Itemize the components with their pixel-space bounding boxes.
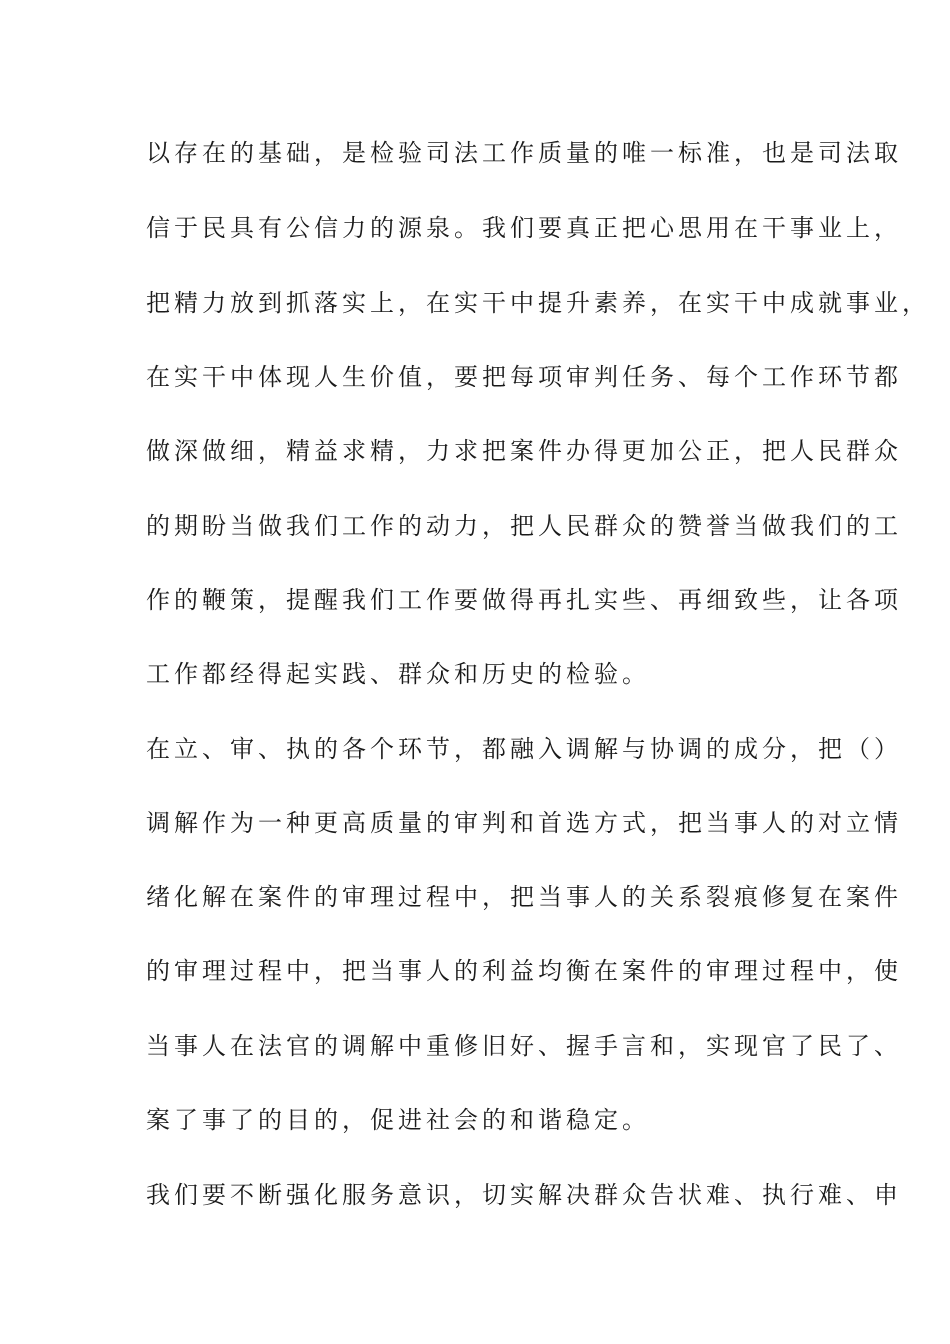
text-line: 我们要不断强化服务意识，切实解决群众告状难、执行难、申 <box>146 1181 902 1209</box>
text-line: 案了事了的目的，促进社会的和谐稳定。 <box>146 1106 650 1134</box>
text-line: 的期盼当做我们工作的动力，把人民群众的赞誉当做我们的工 <box>146 512 902 540</box>
text-line: 在立、审、执的各个环节，都融入调解与协调的成分，把（） <box>146 735 902 763</box>
text-line: 绪化解在案件的审理过程中，把当事人的关系裂痕修复在案件 <box>146 883 902 911</box>
text-line: 做深做细，精益求精，力求把案件办得更加公正，把人民群众 <box>146 437 902 465</box>
text-line: 作的鞭策，提醒我们工作要做得再扎实些、再细致些，让各项 <box>146 586 902 614</box>
text-line: 把精力放到抓落实上，在实干中提升素养，在实干中成就事业， <box>146 289 930 317</box>
text-line: 信于民具有公信力的源泉。我们要真正把心思用在干事业上， <box>146 214 902 242</box>
text-line: 工作都经得起实践、群众和历史的检验。 <box>146 660 650 688</box>
text-line: 当事人在法官的调解中重修旧好、握手言和，实现官了民了、 <box>146 1032 902 1060</box>
text-line: 在实干中体现人生价值，要把每项审判任务、每个工作环节都 <box>146 363 902 391</box>
text-line: 调解作为一种更高质量的审判和首选方式，把当事人的对立情 <box>146 809 902 837</box>
text-line: 的审理过程中，把当事人的利益均衡在案件的审理过程中，使 <box>146 957 902 985</box>
text-line: 以存在的基础，是检验司法工作质量的唯一标准，也是司法取 <box>146 139 902 167</box>
